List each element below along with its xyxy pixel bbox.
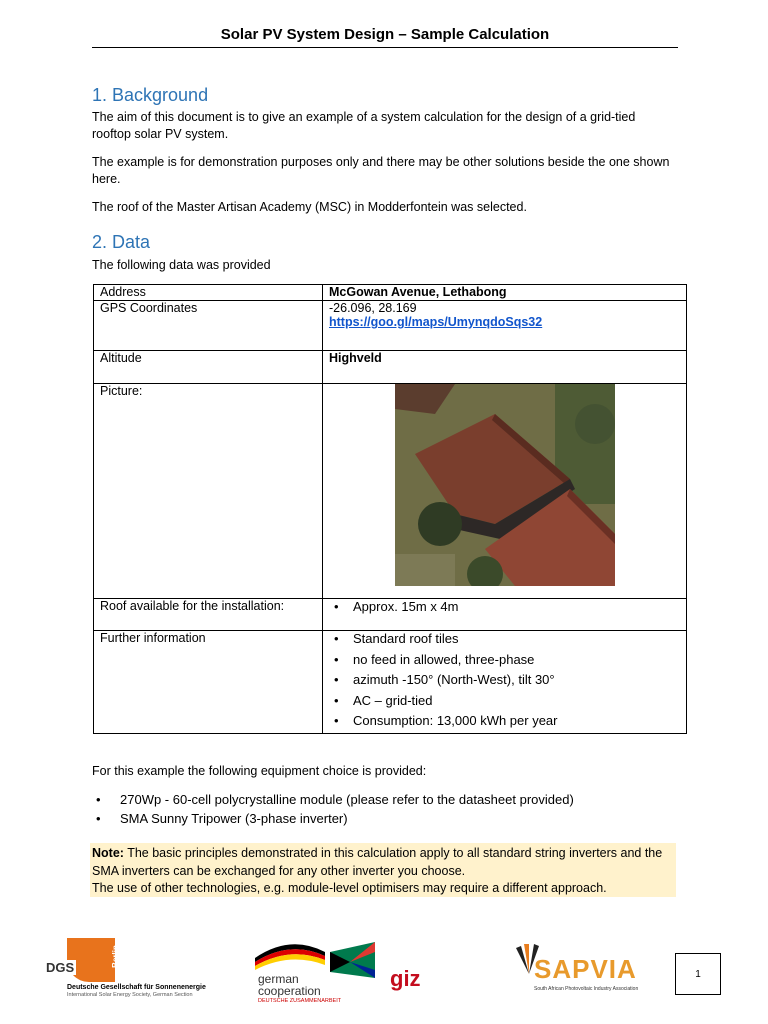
german-coop-word-1: german <box>258 972 299 986</box>
further-cell <box>323 631 687 734</box>
sapvia-text: SAPVIA <box>534 954 637 984</box>
note-box <box>90 843 676 897</box>
background-paragraph-2: The example is for demonstration purposes only and there may be other solutions beside the one shown here. <box>92 155 670 186</box>
further-label: Further information <box>94 631 323 734</box>
equipment-list <box>92 790 672 828</box>
gps-map-link[interactable]: https://goo.gl/maps/UmynqdoSqs32 <box>329 315 543 329</box>
data-table <box>93 284 687 734</box>
table-row-further <box>94 631 687 734</box>
background-paragraph-1: The aim of this document is to give an example of a system calculation for the design of a grid-tied rooftop solar PV system. <box>92 110 636 141</box>
gps-cell <box>323 301 687 351</box>
list-item: • Consumption: 13,000 kWh per year <box>329 711 680 732</box>
dgs-berlin-text: Berlin <box>110 945 120 968</box>
list-item: • AC – grid-tied <box>329 691 680 712</box>
gps-label: GPS Coordinates <box>94 301 323 351</box>
table-row-altitude <box>94 351 687 384</box>
sapvia-logo <box>512 944 662 1004</box>
roof-label: Roof available for the installation: <box>94 599 323 631</box>
dgs-subtitle: International Solar Energy Society, German Section <box>67 992 193 998</box>
dgs-logo-text: DGS <box>46 960 75 975</box>
list-item: • 270Wp - 60-cell polycrystalline module (please refer to the datasheet provided) <box>92 790 672 809</box>
picture-cell <box>323 384 687 599</box>
dgs-logo <box>40 938 220 998</box>
table-row-picture <box>94 384 687 599</box>
altitude-label: Altitude <box>94 351 323 384</box>
note-text-line <box>92 846 662 878</box>
footer-logos <box>0 930 768 1020</box>
list-item: • no feed in allowed, three-phase <box>329 650 680 671</box>
address-label: Address <box>94 285 323 301</box>
picture-label: Picture: <box>94 384 323 599</box>
background-paragraph-3: The roof of the Master Artisan Academy (MSC) in Modderfontein was selected. <box>92 200 527 214</box>
page-title: Solar PV System Design – Sample Calculation <box>92 26 678 48</box>
section-heading-background: 1. Background <box>92 85 209 105</box>
german-coop-word-3: DEUTSCHE ZUSAMMENARBEIT <box>258 998 342 1004</box>
table-row-gps <box>94 301 687 351</box>
gps-value: -26.096, 28.169 <box>329 301 417 315</box>
table-row-address <box>94 285 687 301</box>
list-item: • Approx. 15m x 4m <box>329 597 680 618</box>
roof-list <box>329 597 680 618</box>
aerial-roof-photo <box>395 384 615 586</box>
page-number: 1 <box>675 953 721 995</box>
german-coop-word-2: cooperation <box>258 984 321 998</box>
note-text-2: The use of other technologies, e.g. module-level optimisers may require a different approach. <box>92 881 607 895</box>
list-item: • azimuth -150° (North-West), tilt 30° <box>329 670 680 691</box>
list-item: • SMA Sunny Tripower (3-phase inverter) <box>92 809 672 828</box>
address-value: McGowan Avenue, Lethabong <box>323 285 687 301</box>
roof-cell <box>323 599 687 631</box>
sapvia-subtitle: South African Photovoltaic Industry Association <box>534 986 639 992</box>
dgs-name: Deutsche Gesellschaft für Sonnenenergie <box>67 984 206 991</box>
giz-text: giz <box>390 966 421 991</box>
note-label: Note: <box>92 846 124 860</box>
altitude-value: Highveld <box>323 351 687 384</box>
equipment-intro: For this example the following equipment choice is provided: <box>92 764 427 778</box>
table-row-roof <box>94 599 687 631</box>
german-cooperation-logo <box>250 938 380 1008</box>
list-item: • Standard roof tiles <box>329 629 680 650</box>
note-text: The basic principles demonstrated in this calculation apply to all standard string inverters and the SMA inverters can be exchanged for any other inverter you choose. <box>92 846 663 878</box>
giz-logo <box>390 966 480 1006</box>
section-heading-data: 2. Data <box>92 232 151 252</box>
further-list <box>329 629 680 732</box>
data-intro: The following data was provided <box>92 258 271 272</box>
